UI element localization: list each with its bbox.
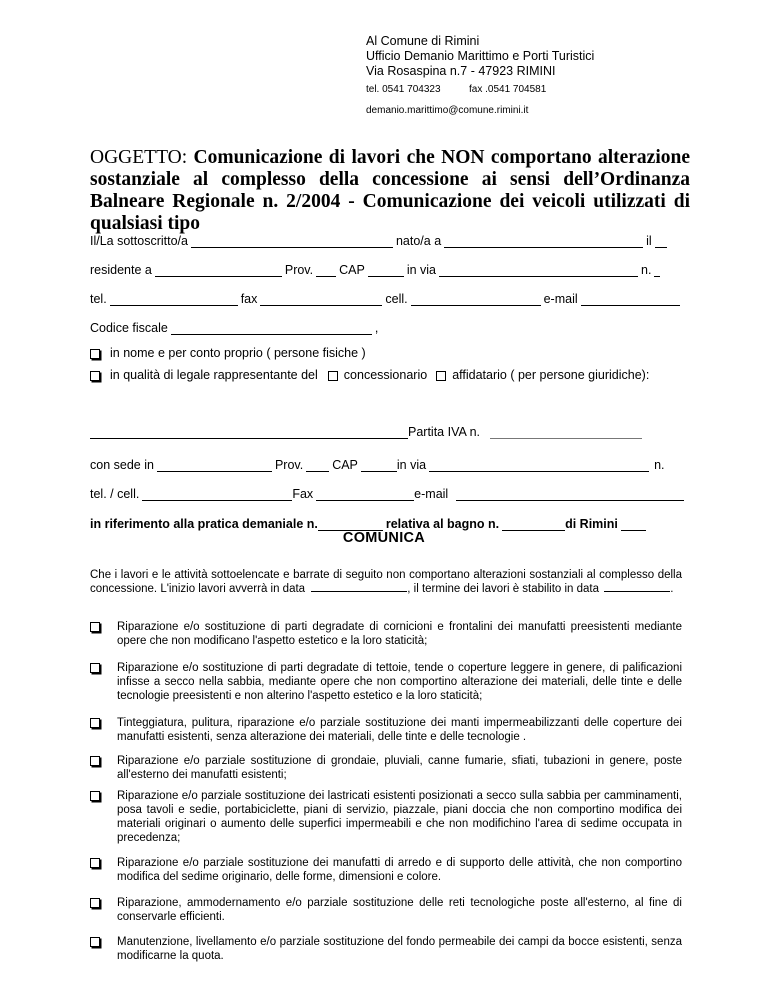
- office-line: Ufficio Demanio Marittimo e Porti Turistici: [366, 49, 595, 63]
- email-field[interactable]: [581, 294, 680, 306]
- birthplace-field[interactable]: [444, 236, 643, 248]
- intro-text-2: , il termine dei lavori è stabilito in data: [407, 583, 600, 595]
- email-address: demanio.marittimo@comune.rimini.it: [366, 105, 529, 116]
- item-checkbox[interactable]: [90, 663, 100, 673]
- address-line: Via Rosaspina n.7 - 47923 RIMINI: [366, 64, 556, 78]
- cap-field[interactable]: [368, 265, 404, 277]
- row-sede-contacts: [90, 487, 687, 501]
- province-field[interactable]: [316, 265, 336, 277]
- subject-label: OGGETTO:: [90, 147, 194, 168]
- item-checkbox[interactable]: [90, 718, 100, 728]
- fax-label: fax: [240, 292, 258, 306]
- sede-number-label: n.: [654, 458, 665, 472]
- sede-prov-label: Prov.: [274, 458, 304, 472]
- birthdate-field[interactable]: [655, 236, 667, 248]
- phone-number: tel. 0541 704323: [366, 84, 441, 95]
- list-item: [90, 716, 682, 744]
- intro-text-1: Che i lavori e le attività sottoelencate e barrate di seguito non comportano alterazioni sostanziali al complesso della concessione. L'inizio lavori avverrà in data: [90, 569, 682, 595]
- legale-checkbox[interactable]: [90, 371, 100, 381]
- concessionario-checkbox[interactable]: [328, 371, 338, 381]
- item-text: Riparazione e/o sostituzione di parti degradate di cornicioni e frontalini dei manufatti preesistenti mediante opere che non modificano l'aspetto estetico e la loro staticità;: [117, 621, 682, 647]
- nome-proprio-label: in nome e per conto proprio ( persone fisiche ): [110, 346, 366, 360]
- row-contacts: [90, 292, 683, 306]
- row-company: [90, 425, 645, 439]
- list-item: [90, 856, 682, 884]
- prov-label: Prov.: [284, 263, 314, 277]
- item-checkbox[interactable]: [90, 622, 100, 632]
- item-text: Riparazione e/o sostituzione di parti degradate di tettoie, tende o coperture leggere in genere, di palificazioni infisse a secco nella sabbia, mediante opere che non comportino alterazione dei materiali, delle tinte e delle tecnologie preesistenti e non alterino l'aspetto estetico e la loro staticità;: [117, 662, 682, 702]
- sede-via-label: in via: [396, 458, 427, 472]
- affidatario-checkbox[interactable]: [436, 371, 446, 381]
- partita-iva-label: Partita IVA n.: [408, 425, 481, 439]
- recipient-line: Al Comune di Rimini: [366, 34, 480, 48]
- affidatario-label: affidatario ( per persone giuridiche):: [452, 368, 650, 382]
- sottoscritto-label: Il/La sottoscritto/a: [90, 234, 188, 248]
- item-checkbox[interactable]: [90, 791, 100, 801]
- row-sottoscritto: [90, 234, 670, 248]
- residence-field[interactable]: [155, 265, 282, 277]
- sede-label: con sede in: [90, 458, 154, 472]
- name-field[interactable]: [191, 236, 393, 248]
- comunica-heading: COMUNICA: [342, 530, 426, 546]
- list-item: [90, 789, 682, 845]
- row-codice-fiscale: [90, 321, 378, 335]
- cell-field[interactable]: [411, 294, 541, 306]
- sede-tel-label: tel. / cell.: [90, 487, 140, 501]
- partita-iva-field[interactable]: [490, 427, 642, 439]
- rimini-label: di Rimini: [565, 517, 618, 531]
- sede-fax-label: Fax: [292, 487, 314, 501]
- item-text: Riparazione e/o parziale sostituzione di grondaie, pluviali, canne fumarie, sfiati, tubazioni in genere, poste all'esterno dei manufatti esistenti;: [117, 755, 682, 781]
- row-residente: [90, 263, 663, 277]
- sede-cap-field[interactable]: [361, 460, 397, 472]
- item-text: Manutenzione, livellamento e/o parziale sostituzione del fondo permeabile dei campi da bocce esistenti, senza modificarne la quota.: [117, 936, 682, 962]
- sede-tel-field[interactable]: [142, 489, 292, 501]
- sede-email-label: e-mail: [414, 487, 449, 501]
- list-item: [90, 935, 682, 963]
- list-item: [90, 661, 682, 703]
- cf-field[interactable]: [171, 323, 372, 335]
- start-date-field[interactable]: [311, 582, 407, 592]
- residente-label: residente a: [90, 263, 152, 277]
- cap-label: CAP: [339, 263, 365, 277]
- option-nome-proprio: [90, 346, 366, 360]
- email-label: e-mail: [543, 292, 578, 306]
- concessionario-label: concessionario: [343, 368, 428, 382]
- cf-label: Codice fiscale: [90, 321, 168, 335]
- nato-label: nato/a a: [395, 234, 442, 248]
- cf-comma: ,: [374, 321, 379, 335]
- sede-field[interactable]: [157, 460, 272, 472]
- tel-label: tel.: [90, 292, 107, 306]
- item-text: Riparazione, ammodernamento e/o parziale sostituzione delle reti tecnologiche poste all'esterno, al fine di conservarle efficienti.: [117, 897, 682, 923]
- sede-email-field[interactable]: [456, 489, 684, 501]
- street-field[interactable]: [439, 265, 638, 277]
- item-text: Tinteggiatura, pulitura, riparazione e/o parziale sostituzione dei manti impermeabilizzanti delle coperture dei manufatti esistenti, senza alterazione dei materiali, delle tinte e delle tecnologie .: [117, 717, 682, 743]
- item-text: Riparazione e/o parziale sostituzione dei manufatti di arredo e di supporto delle attività, che non comportino modifica del sedime originario, delle forme, dimensioni e colore.: [117, 857, 682, 883]
- sede-street-field[interactable]: [429, 460, 649, 472]
- nome-proprio-checkbox[interactable]: [90, 349, 100, 359]
- tel-field[interactable]: [110, 294, 238, 306]
- list-item: [90, 620, 682, 648]
- row-riferimento: [90, 517, 649, 531]
- item-checkbox[interactable]: [90, 858, 100, 868]
- item-checkbox[interactable]: [90, 898, 100, 908]
- sede-cap-label: CAP: [332, 458, 358, 472]
- fax-number: fax .0541 704581: [469, 84, 547, 95]
- option-legale: [90, 368, 649, 382]
- fax-field[interactable]: [260, 294, 382, 306]
- intro-paragraph: [90, 568, 682, 596]
- subject-block: [90, 147, 690, 235]
- cell-label: cell.: [385, 292, 408, 306]
- via-label: in via: [406, 263, 436, 277]
- list-item: [90, 896, 682, 924]
- il-label: il: [646, 234, 652, 248]
- sede-fax-field[interactable]: [316, 489, 414, 501]
- street-number-field[interactable]: [654, 265, 660, 277]
- subject-text: Comunicazione di lavori che NON comportano alterazione sostanziale al complesso della concessione ai sensi dell’Ordinanza Balneare Regionale n. 2/2004 - Comunicazione dei veicoli utilizzati di qualsiasi tipo: [90, 147, 690, 234]
- riferimento-label: in riferimento alla pratica demaniale n.: [90, 517, 318, 531]
- company-name-field[interactable]: [90, 427, 386, 439]
- item-checkbox[interactable]: [90, 937, 100, 947]
- number-label: n.: [641, 263, 652, 277]
- row-sede-address: [90, 458, 665, 472]
- intro-text-3: .: [670, 583, 674, 595]
- company-name-field-tail: [386, 427, 408, 439]
- list-item: [90, 754, 682, 782]
- legale-label: in qualità di legale rappresentante del: [110, 368, 318, 382]
- item-checkbox[interactable]: [90, 756, 100, 766]
- sede-prov-field[interactable]: [306, 460, 329, 472]
- end-date-field[interactable]: [604, 582, 670, 592]
- item-text: Riparazione e/o parziale sostituzione dei lastricati esistenti posizionati a secco sulla sabbia per camminamenti, posa tavoli e sedie, portabiciclette, piani di servizio, piazzale, piani doccia che non comportino modifica dei materiali originari o aumento delle superfici impermeabili e che non modifichino l'area di sedime occupata in precedenza;: [117, 790, 682, 844]
- relativa-label: relativa al bagno n.: [385, 517, 500, 531]
